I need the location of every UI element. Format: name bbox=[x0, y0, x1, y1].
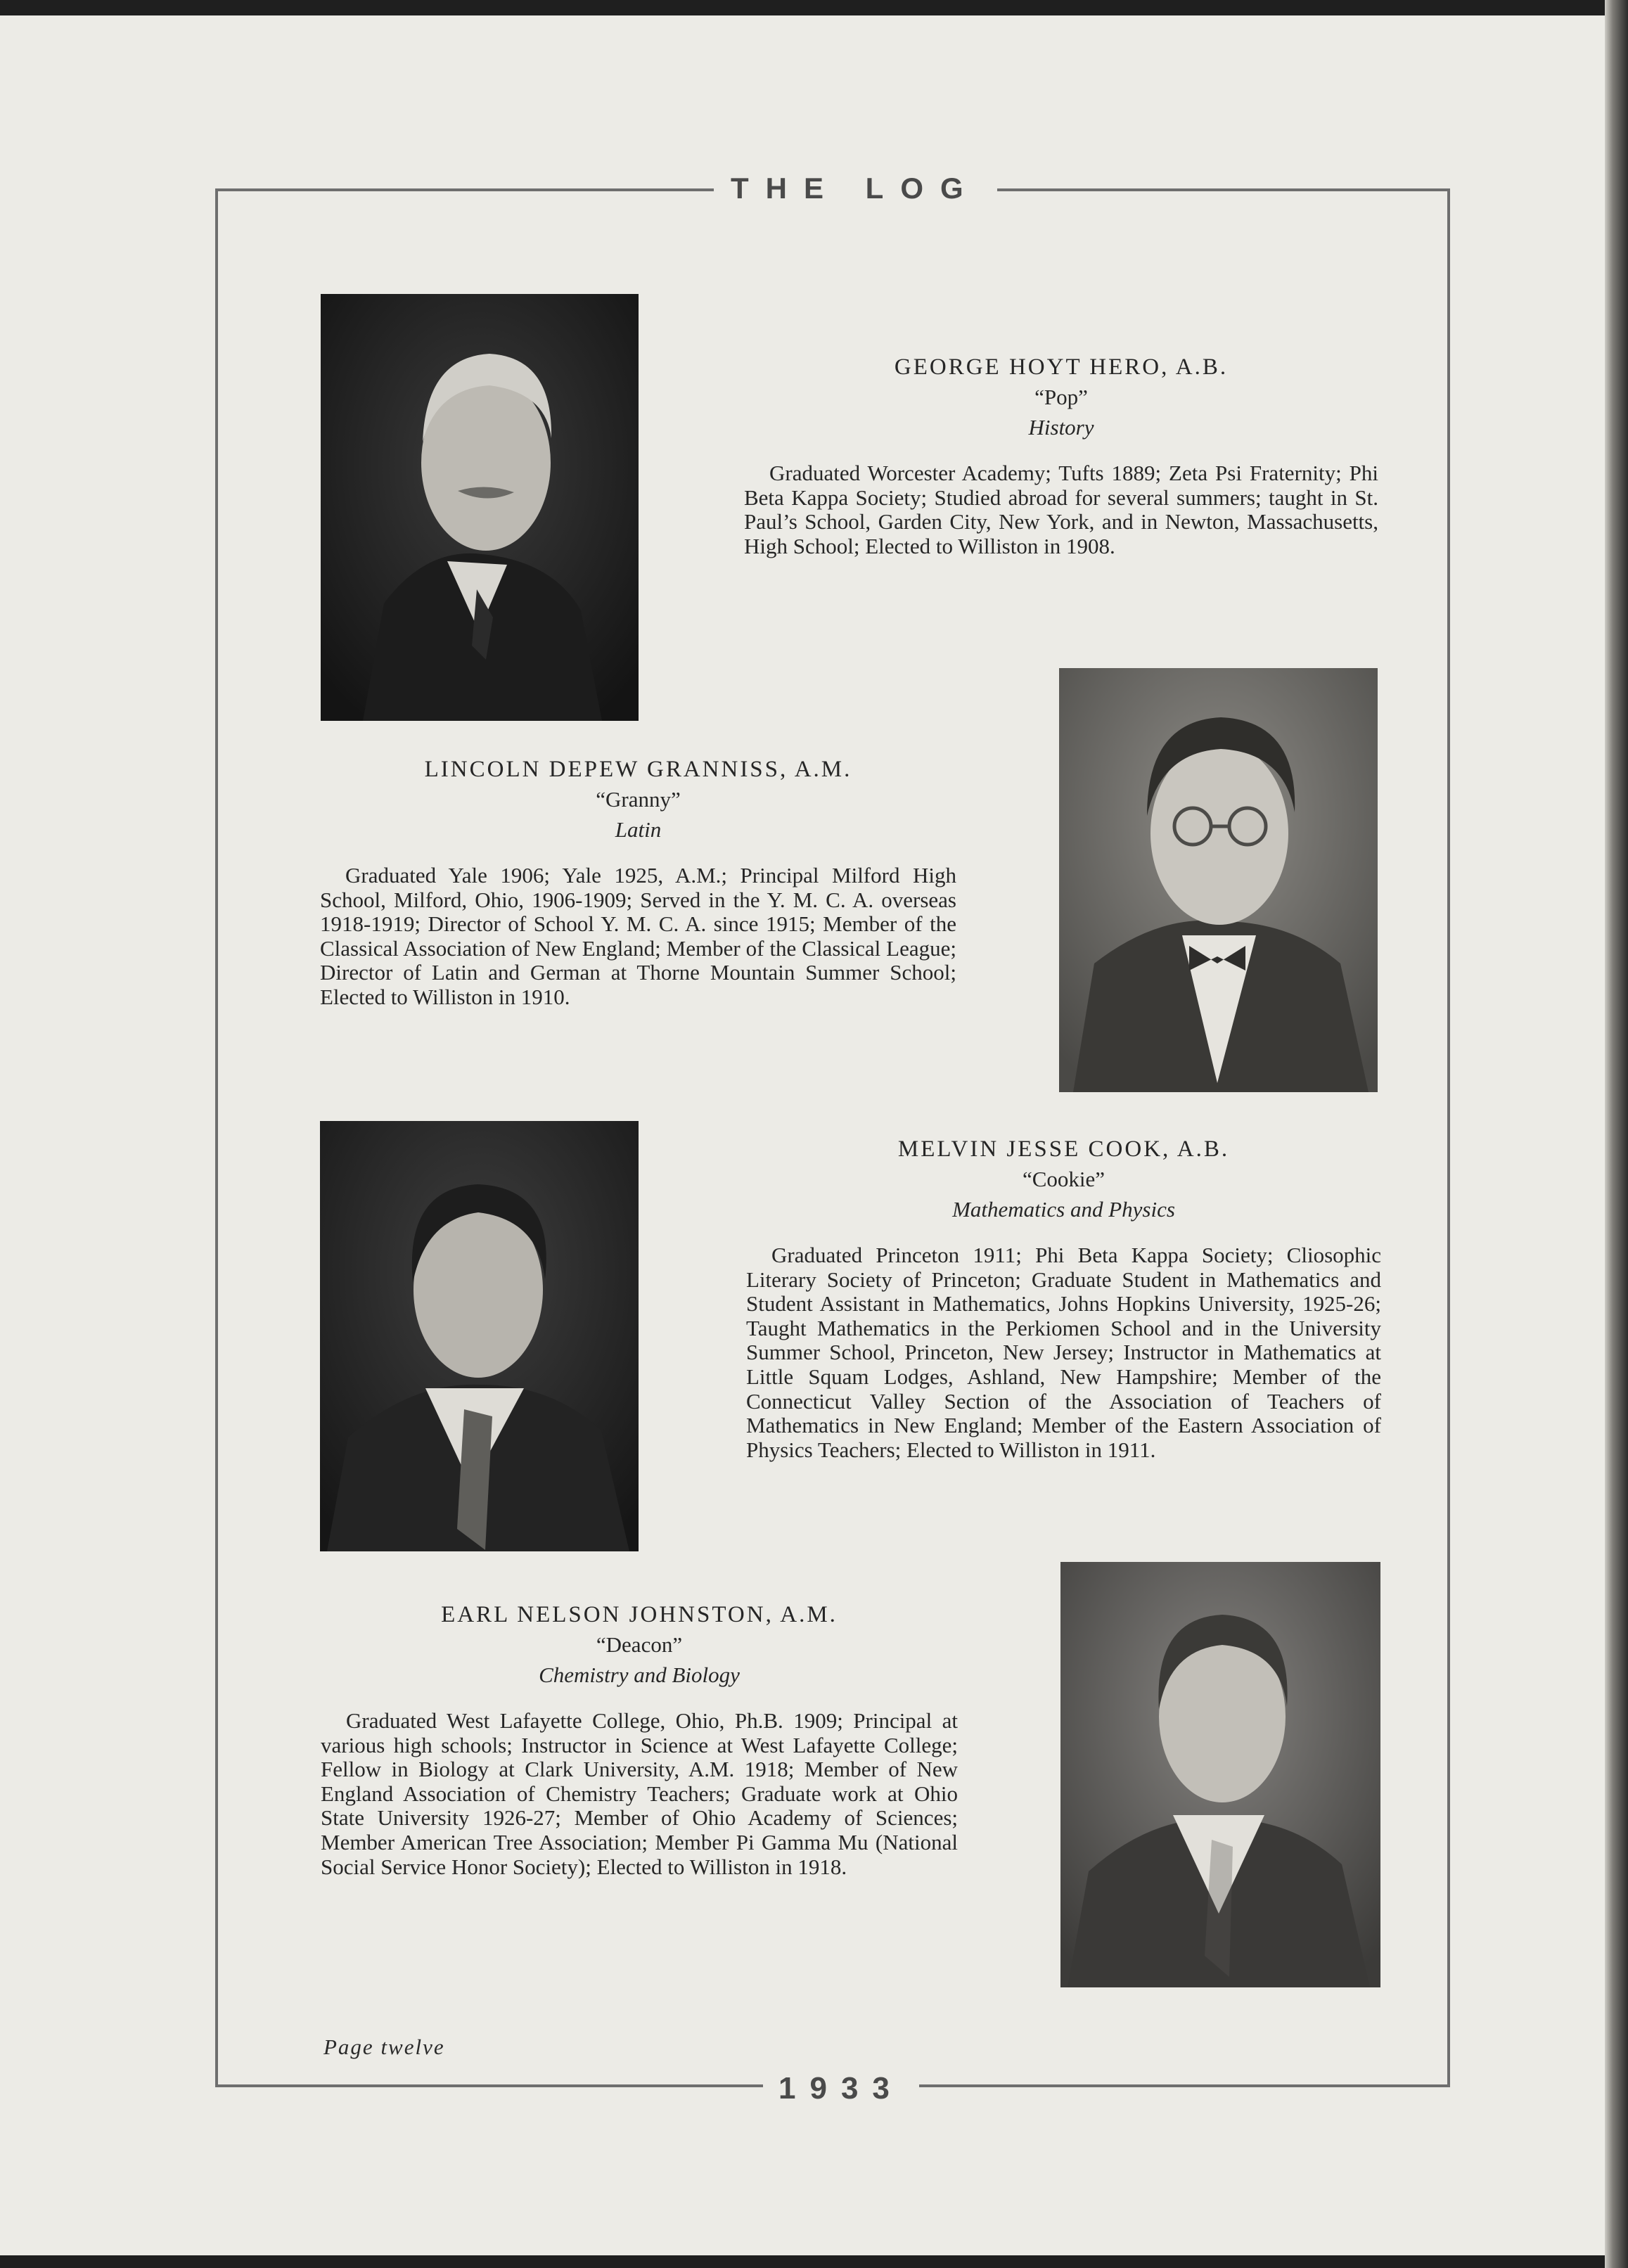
faculty-nickname: “Cookie” bbox=[1022, 1167, 1105, 1191]
portrait-photo-hero bbox=[321, 294, 639, 721]
page-number-label: Page twelve bbox=[323, 2035, 445, 2059]
faculty-entry-hero bbox=[744, 352, 1378, 558]
faculty-bio: Graduated Worcester Academy; Tufts 1889; Zeta Psi Fraternity; Phi Beta Kappa Society; Studied abroad for several summers; taught in St. Paul’s School, Garden City, New York, and in Newton, Massachusetts, High School; Elected to Williston in 1908. bbox=[744, 461, 1378, 558]
running-header: THE LOG bbox=[714, 169, 997, 208]
faculty-nickname: “Deacon” bbox=[596, 1632, 683, 1657]
portrait-photo-johnston bbox=[1060, 1562, 1380, 1987]
faculty-name: EARL NELSON JOHNSTON, A.M. bbox=[441, 1602, 838, 1627]
faculty-subject: Latin bbox=[615, 817, 662, 842]
book-spine-edge bbox=[1605, 0, 1628, 2268]
faculty-bio: Graduated Yale 1906; Yale 1925, A.M.; Principal Milford High School, Milford, Ohio, 1906-1909; Served in the Y. M. C. A. overseas 1918-1919; Director of School Y. M. C. A. since 1915; Member of the Classical Association of New England; Member of the Classical League; Director of Latin and German at Thorne Mountain Summer School; Elected to Williston in 1910. bbox=[320, 863, 956, 1009]
faculty-subject: Mathematics and Physics bbox=[952, 1197, 1175, 1222]
faculty-subject: History bbox=[1028, 415, 1094, 440]
faculty-name: GEORGE HOYT HERO, A.B. bbox=[894, 354, 1229, 380]
faculty-nickname: “Granny” bbox=[596, 787, 681, 812]
faculty-bio: Graduated West Lafayette College, Ohio, Ph.B. 1909; Principal at various high schools; Instructor in Science at West Lafayette College; Fellow in Biology at Clark University, A.M. 1918; Member of New England Association of Chemistry Teachers; Graduate work at Ohio State University 1926-27; Member of Ohio Academy of Sciences; Member American Tree Association; Member Pi Gamma Mu (National Social Service Honor Society); Elected to Williston in 1918. bbox=[321, 1708, 958, 1879]
faculty-entry-johnston bbox=[321, 1599, 958, 1879]
running-footer-year: 1933 bbox=[763, 2069, 919, 2108]
faculty-name: MELVIN JESSE COOK, A.B. bbox=[897, 1136, 1230, 1162]
faculty-bio: Graduated Princeton 1911; Phi Beta Kappa Society; Cliosophic Literary Society of Princeton; Graduate Student in Mathematics and Student Assistant in Mathematics, Johns Hopkins University, 1925-26; Taught Mathematics in the Perkiomen School and in the University Summer School, Princeton, New Jersey; Instructor in Mathematics at Little Squam Lodges, Ashland, New Hampshire; Member of the Connecticut Valley Section of the Association of Teachers of Mathematics in New England; Member of the Eastern Association of Physics Teachers; Elected to Williston in 1911. bbox=[746, 1243, 1381, 1462]
faculty-subject: Chemistry and Biology bbox=[539, 1662, 740, 1687]
portrait-photo-granniss bbox=[1059, 668, 1378, 1092]
faculty-entry-granniss bbox=[320, 754, 956, 1010]
faculty-name: LINCOLN DEPEW GRANNISS, A.M. bbox=[424, 757, 852, 782]
faculty-nickname: “Pop” bbox=[1034, 385, 1088, 409]
portrait-photo-cook bbox=[320, 1121, 639, 1551]
faculty-entry-cook bbox=[746, 1134, 1381, 1462]
